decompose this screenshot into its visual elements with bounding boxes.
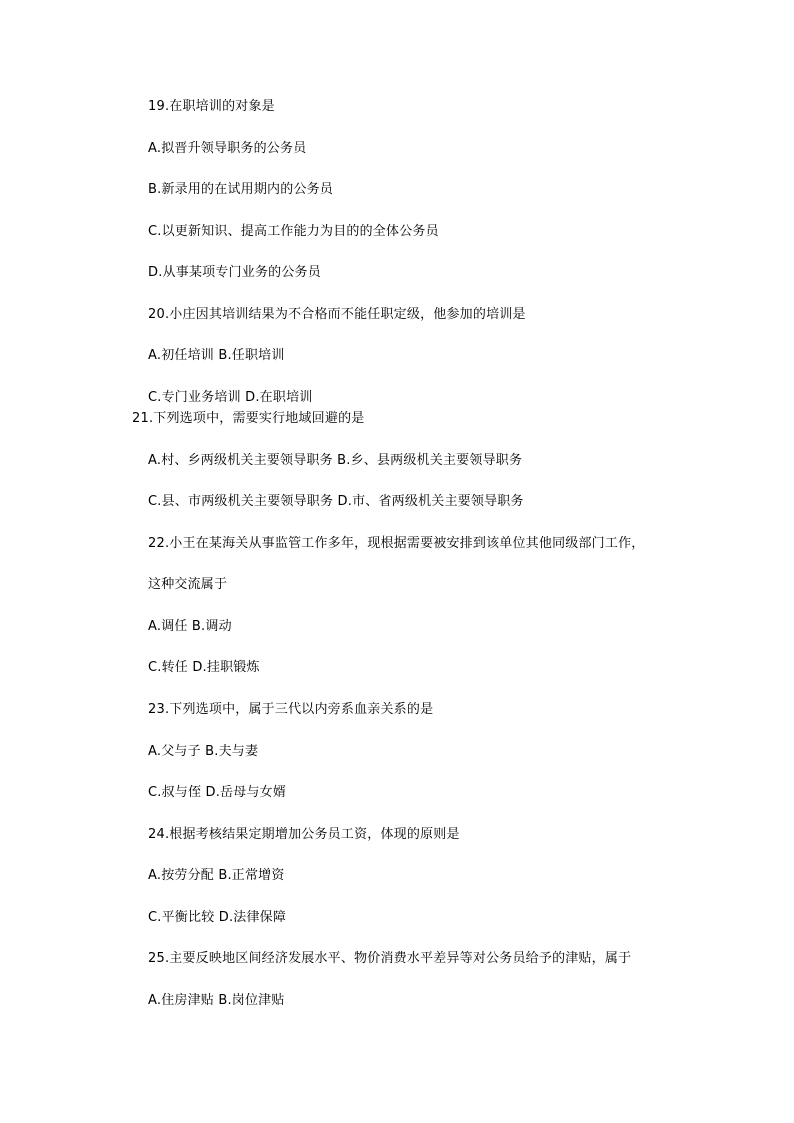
question-19-option-a: A.拟晋升领导职务的公务员 [148, 141, 307, 156]
question-19-stem: 19.在职培训的对象是 [148, 99, 275, 114]
question-20-stem: 20.小庄因其培训结果为不合格而不能任职定级，他参加的培训是 [148, 307, 526, 322]
question-21-options-cd: C.县、市两级机关主要领导职务 D.市、省两级机关主要领导职务 [148, 494, 524, 509]
question-23-stem: 23.下列选项中，属于三代以内旁系血亲关系的是 [148, 702, 434, 717]
question-21-options-ab: A.村、乡两级机关主要领导职务 B.乡、县两级机关主要领导职务 [148, 453, 523, 468]
question-25-stem: 25.主要反映地区间经济发展水平、物价消费水平差异等对公务员给予的津贴，属于 [148, 951, 632, 966]
question-25-options-ab: A.住房津贴 B.岗位津贴 [148, 993, 285, 1008]
question-19-option-b: B.新录用的在试用期内的公务员 [148, 182, 334, 197]
question-22-options-cd: C.转任 D.挂职锻炼 [148, 660, 260, 675]
question-19-option-d: D.从事某项专门业务的公务员 [148, 265, 321, 280]
question-22-stem-continued: 这种交流属于 [148, 577, 228, 592]
question-24-options-ab: A.按劳分配 B.正常增资 [148, 868, 285, 883]
question-24-options-cd: C.平衡比较 D.法律保障 [148, 910, 287, 925]
question-19-option-c: C.以更新知识、提高工作能力为目的的全体公务员 [148, 224, 439, 239]
question-21-stem: 21.下列选项中，需要实行地域回避的是 [132, 411, 365, 426]
question-22-options-ab: A.调任 B.调动 [148, 619, 232, 634]
question-22-stem: 22.小王在某海关从事监管工作多年，现根据需要被安排到该单位其他同级部门工作， [148, 536, 645, 551]
question-23-options-ab: A.父与子 B.夫与妻 [148, 744, 259, 759]
question-20-options-cd: C.专门业务培训 D.在职培训 [148, 390, 313, 405]
question-24-stem: 24.根据考核结果定期增加公务员工资，体现的原则是 [148, 827, 460, 842]
question-23-options-cd: C.叔与侄 D.岳母与女婿 [148, 785, 287, 800]
question-20-options-ab: A.初任培训 B.任职培训 [148, 348, 285, 363]
